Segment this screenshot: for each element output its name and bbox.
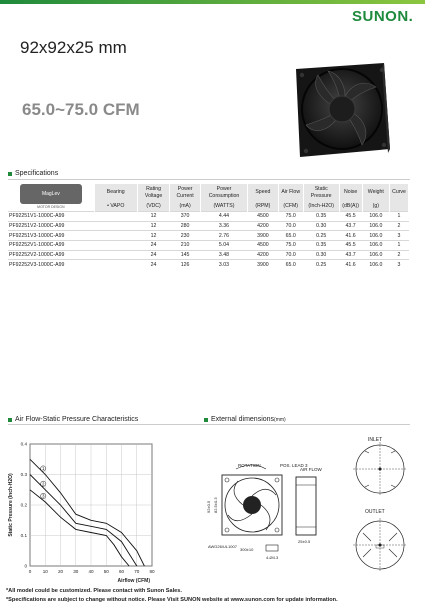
divider: [8, 179, 410, 180]
cell-power: 3.36: [200, 221, 247, 231]
unit-speed: (RPM): [248, 202, 278, 212]
cell-power: 2.76: [200, 231, 247, 241]
cell-weight: 106.0: [362, 241, 389, 251]
cell-power: 4.44: [200, 212, 247, 222]
cell-bearing: [94, 250, 137, 260]
col-noise: Noise: [339, 184, 362, 202]
cell-speed: 4500: [248, 241, 278, 251]
cell-bearing: [94, 212, 137, 222]
cell-pressure: 0.30: [303, 250, 339, 260]
cell-speed: 4200: [248, 221, 278, 231]
unit-voltage: (VDC): [137, 202, 170, 212]
unit-weight: (g): [362, 202, 389, 212]
cell-voltage: 12: [137, 212, 170, 222]
sunon-logo: SUNON.: [352, 8, 414, 25]
cell-curve: 3: [390, 260, 409, 269]
cell-voltage: 24: [137, 250, 170, 260]
fan-illustration: [284, 57, 394, 162]
cell-bearing: [94, 241, 137, 251]
cell-model: PF92252V2-1000C-A99: [8, 250, 94, 260]
footnote-disclaimer: *Specifications are subject to change without notice. Please Visit SUNON website at www.sunon.com for update information.: [6, 597, 338, 603]
cell-weight: 106.0: [362, 260, 389, 269]
maglev-badge-cell: [8, 184, 94, 212]
col-power: Power Consumption: [200, 184, 247, 202]
cell-noise: 41.6: [339, 260, 362, 269]
cell-weight: 106.0: [362, 231, 389, 241]
cell-airflow: 75.0: [278, 212, 303, 222]
unit-bearing: • VAPO: [94, 202, 137, 212]
cell-noise: 45.5: [339, 212, 362, 222]
cell-pressure: 0.30: [303, 221, 339, 231]
cell-voltage: 12: [137, 221, 170, 231]
specifications-heading: Specifications: [8, 170, 58, 177]
table-row: [8, 231, 409, 241]
cell-model: PF92252V3-1000C-A99: [8, 260, 94, 269]
table-row: [8, 221, 409, 231]
inlet-outlet-views: [345, 435, 415, 575]
hole-spacing-dimension: 82.5±0.3: [213, 497, 218, 513]
pq-chart: [4, 436, 164, 586]
unit-curve: [390, 202, 409, 212]
series-label-3: 3: [42, 493, 45, 499]
cell-voltage: 24: [137, 260, 170, 269]
x-tick-label: 20: [57, 569, 64, 574]
bullet-square-icon: [8, 172, 12, 176]
cell-speed: 4200: [248, 250, 278, 260]
specifications-table: [8, 184, 409, 269]
page-title: 92x92x25 mm: [20, 38, 127, 57]
lead-length-dimension: 300±10: [240, 547, 254, 552]
cell-curve: 3: [390, 231, 409, 241]
x-tick-label: 80: [149, 569, 155, 574]
brand-accent-bar: [0, 0, 425, 4]
table-row: [8, 241, 409, 251]
cell-bearing: [94, 221, 137, 231]
cell-current: 280: [170, 221, 200, 231]
y-axis-label: Static Pressure (Inch-H2O): [8, 473, 14, 537]
x-tick-label: 0: [28, 569, 32, 574]
y-tick-label: 0.2: [20, 502, 27, 508]
dimensions-heading: External dimensions (mm): [204, 416, 286, 423]
dimension-drawing: [200, 455, 330, 570]
maglev-badge: MagLev: [20, 184, 82, 204]
cell-bearing: [94, 260, 137, 269]
pos-lead-label: POS. LEAD 3: [280, 463, 308, 468]
outlet-label: OUTLET: [365, 509, 385, 515]
cell-pressure: 0.25: [303, 260, 339, 269]
cell-model: PF92251V1-1000C-A99: [8, 212, 94, 222]
table-row: [8, 212, 409, 222]
cell-airflow: 75.0: [278, 241, 303, 251]
cell-pressure: 0.35: [303, 241, 339, 251]
airflow-range: 65.0~75.0 CFM: [22, 100, 140, 119]
x-tick-label: 60: [118, 569, 125, 574]
cell-model: PF92252V1-1000C-A99: [8, 241, 94, 251]
col-curve: Curve: [390, 184, 409, 202]
cell-curve: 2: [390, 250, 409, 260]
cell-voltage: 24: [137, 241, 170, 251]
cell-current: 210: [170, 241, 200, 251]
col-weight: Weight: [362, 184, 389, 202]
cell-curve: 1: [390, 241, 409, 251]
x-tick-label: 50: [103, 569, 109, 574]
bullet-square-icon: [8, 418, 12, 422]
table-row: [8, 260, 409, 269]
col-airflow: Air Flow: [278, 184, 303, 202]
y-tick-label: 0: [24, 563, 27, 569]
col-current: Power Current: [170, 184, 200, 202]
cell-noise: 45.5: [339, 241, 362, 251]
cell-current: 230: [170, 231, 200, 241]
cell-bearing: [94, 231, 137, 241]
cell-power: 3.03: [200, 260, 247, 269]
cell-pressure: 0.25: [303, 231, 339, 241]
cell-power: 5.04: [200, 241, 247, 251]
cell-curve: 2: [390, 221, 409, 231]
width-dimension: 92±0.5: [206, 500, 211, 513]
maglev-badge-sub: MOTOR DESIGN: [37, 205, 65, 209]
cell-weight: 106.0: [362, 221, 389, 231]
unit-power: (WATTS): [200, 202, 247, 212]
cell-curve: 1: [390, 212, 409, 222]
cell-noise: 43.7: [339, 250, 362, 260]
unit-noise: (dB(A)): [339, 202, 362, 212]
cell-pressure: 0.35: [303, 212, 339, 222]
divider: [8, 424, 410, 425]
cell-airflow: 65.0: [278, 260, 303, 269]
depth-dimension: 25±0.5: [298, 539, 311, 544]
airflow-label: AIR FLOW: [300, 467, 322, 472]
cell-weight: 106.0: [362, 250, 389, 260]
col-bearing: Bearing: [94, 184, 137, 202]
x-axis-label: Airflow (CFM): [117, 578, 150, 584]
unit-airflow: (CFM): [278, 202, 303, 212]
cell-airflow: 65.0: [278, 231, 303, 241]
cell-speed: 3900: [248, 231, 278, 241]
x-tick-label: 10: [42, 569, 48, 574]
awg-label: AWG26/UL1007: [208, 544, 237, 549]
y-tick-label: 0.4: [20, 441, 27, 447]
table-header-row: [8, 184, 409, 202]
cell-model: PF92251V3-1000C-A99: [8, 231, 94, 241]
cell-noise: 43.7: [339, 221, 362, 231]
bullet-square-icon: [204, 418, 208, 422]
x-tick-label: 40: [88, 569, 94, 574]
cell-speed: 3900: [248, 260, 278, 269]
unit-current: (mA): [170, 202, 200, 212]
fan-product-image: [284, 57, 394, 167]
x-tick-label: 70: [134, 569, 140, 574]
cell-noise: 41.6: [339, 231, 362, 241]
col-voltage: Rating Voltage: [137, 184, 170, 202]
footnote-customization: *All model could be customized. Please contact with Sunon Sales.: [6, 588, 182, 594]
cell-power: 3.48: [200, 250, 247, 260]
cell-airflow: 70.0: [278, 221, 303, 231]
rotation-label: ROTATION: [238, 463, 261, 468]
series-label-2: 2: [42, 481, 45, 487]
series-label-1: 1: [42, 466, 45, 472]
y-tick-label: 0.3: [20, 472, 27, 477]
cell-current: 145: [170, 250, 200, 260]
col-speed: Speed: [248, 184, 278, 202]
side-view-frame: [296, 477, 316, 535]
cell-voltage: 12: [137, 231, 170, 241]
x-tick-label: 30: [73, 569, 79, 574]
inlet-label: INLET: [368, 437, 383, 443]
hole-label: 4-Ø4.3: [266, 555, 279, 560]
y-tick-label: 0.1: [20, 533, 27, 538]
cell-current: 126: [170, 260, 200, 269]
col-pressure: Static Pressure: [303, 184, 339, 202]
cell-current: 370: [170, 212, 200, 222]
cell-weight: 106.0: [362, 212, 389, 222]
unit-pressure: (Inch-H2O): [303, 202, 339, 212]
cell-model: PF92251V2-1000C-A99: [8, 221, 94, 231]
cell-airflow: 70.0: [278, 250, 303, 260]
cell-speed: 4500: [248, 212, 278, 222]
pq-chart-heading: Air Flow-Static Pressure Characteristics: [8, 416, 138, 423]
table-row: [8, 250, 409, 260]
